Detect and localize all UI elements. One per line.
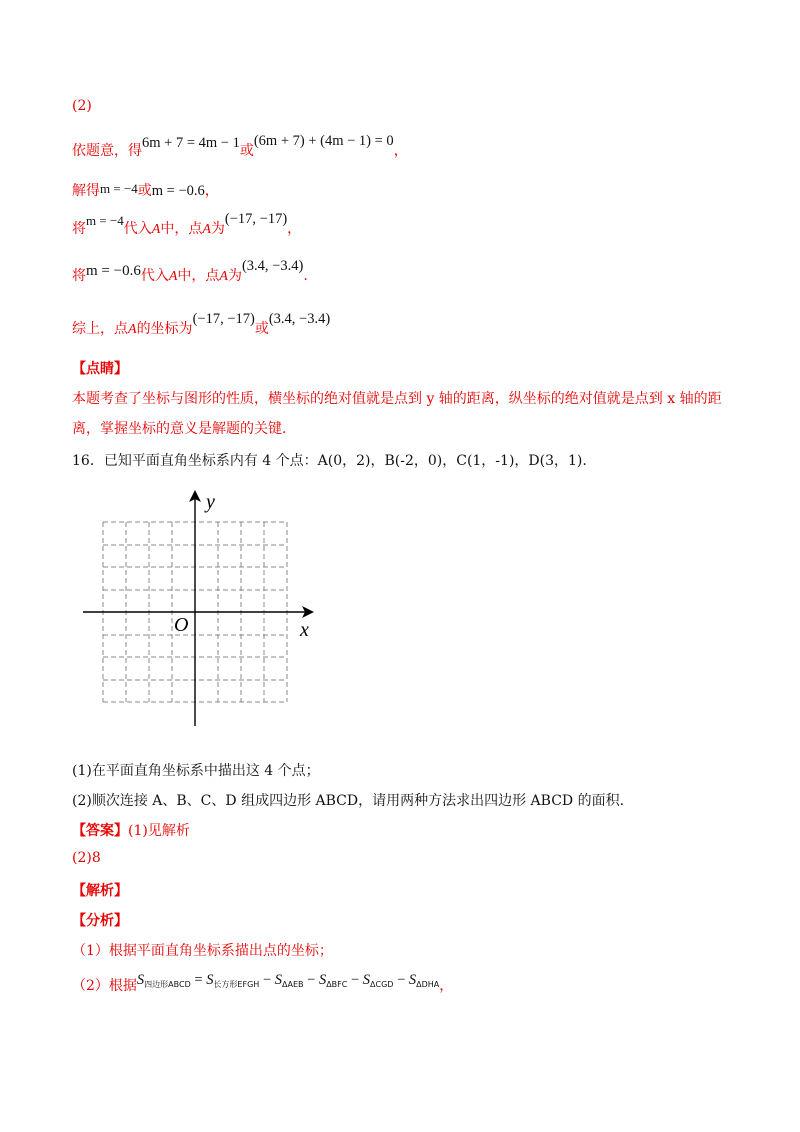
part2-line1 [72,133,408,160]
equation: 6m + 7 = 4m − 1 [142,135,240,151]
equation: (6m + 7) + (4m − 1) = 0 [253,133,394,149]
symbol: S [206,972,214,988]
point: (−17, −17) [224,211,288,227]
area-formula [137,972,439,988]
text: 或 [254,321,269,337]
text: ， [287,221,302,237]
equation: m = −0.6 [86,263,141,279]
coordinate-grid [78,486,328,731]
operator: = [190,972,207,988]
text: 为 [227,268,242,284]
part2-line4 [72,258,308,285]
subscript: 四边形ABCD [144,980,191,989]
text: A [128,322,137,337]
comment-title: 【点睛】 [72,361,128,377]
analysis-title: 【解析】 [72,883,128,899]
point: (3.4, −3.4) [241,258,304,274]
text: A [219,269,228,284]
point: (3.4, −3.4) [268,311,331,327]
text: 代入 [140,268,169,284]
symbol: S [274,972,282,988]
analysis-p1: （1）根据平面直角坐标系描出点的坐标； [72,943,333,959]
symbol: S [408,972,417,988]
text: A [202,222,211,237]
comment-line1: 本题考查了坐标与图形的性质，横坐标的绝对值就是点到 y 轴的距离，纵坐标的绝对值就是点到 x 轴的距 [72,391,722,407]
point: (−17, −17) [192,311,255,327]
part2-line2 [72,180,219,200]
subscript: ΔCGD [370,980,394,989]
answer-title: 【答案】 [72,823,128,839]
operator: − [393,972,409,988]
text: 解得 [72,183,100,199]
text: ， [439,978,454,994]
symbol: S [318,972,327,988]
part2-line3 [72,211,302,238]
subscript: 长方形EFGH [213,980,260,989]
operator: − [303,972,319,988]
part2-label: (2) [72,98,92,114]
text: 中，点 [177,268,220,284]
text: 的坐标为 [136,321,193,337]
text: . [303,268,308,284]
text: 代入 [123,221,152,237]
analysis-p2 [72,972,454,996]
text: A [168,269,178,284]
text: （2）根据 [72,978,137,994]
subscript: ΔDHA [416,980,440,989]
equation: m = −0.6 [151,183,205,199]
part2-line5 [72,311,331,338]
q16-stem: 16．已知平面直角坐标系内有 4 个点：A(0，2)，B(-2，0)，C(1，-1)，D(3，1). [72,453,587,469]
text: 为 [210,221,225,237]
text: 将 [72,221,86,237]
equation: m = −4 [86,213,124,228]
operator: − [347,972,363,988]
text: 将 [72,268,86,284]
text: 依题意，得 [72,143,142,159]
subscript: ΔAEB [282,980,304,989]
operator: − [259,972,275,988]
subscript: ΔBFC [326,980,348,989]
text: 中，点 [160,221,203,237]
q16-sub1: (1)在平面直角坐标系中描出这 4 个点； [72,763,320,779]
y-axis-label: y [206,491,215,513]
x-axis-label: x [300,619,309,641]
origin-label: O [174,614,189,636]
text: 综上，点 [72,321,128,337]
text: A [151,222,161,237]
equation: m = −4 [100,181,138,196]
text: ， [393,143,408,159]
symbol: S [362,972,371,988]
answer-1: (1)见解析 [128,823,190,839]
text: 或 [137,183,152,199]
comment-line2: 离，掌握坐标的意义是解题的关键. [72,421,287,437]
text: ， [204,183,219,199]
analysis-fenxi: 【分析】 [72,913,128,929]
answer-2: (2)8 [72,850,101,866]
answer-line [72,820,190,840]
q16-sub2: (2)顺次连接 A、B、C、D 组成四边形 ABCD，请用两种方法求出四边形 ABCD 的面积. [72,793,625,809]
text: 或 [239,143,254,159]
symbol: S [136,972,145,988]
